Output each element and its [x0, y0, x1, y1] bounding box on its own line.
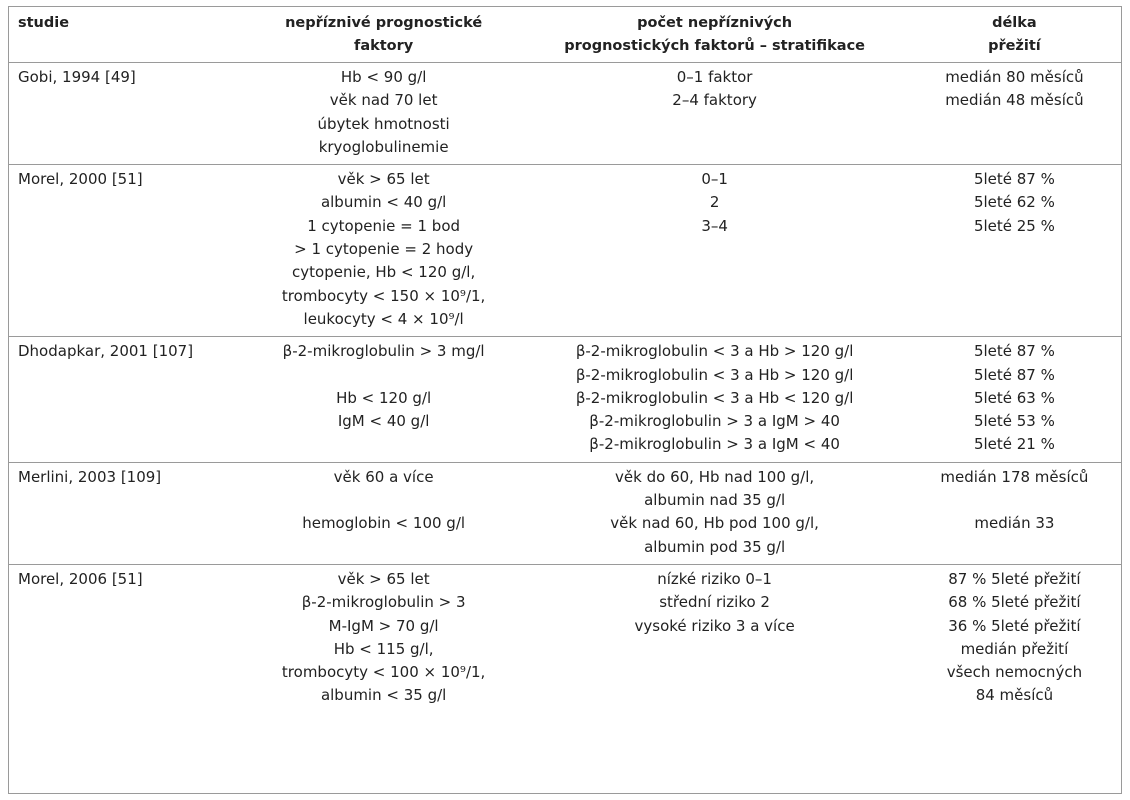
cell-stratification: 0–1 2 3–4: [521, 165, 907, 337]
cell-study: Dhodapkar, 2001 [107]: [9, 337, 246, 462]
cell-survival: medián 178 měsíců medián 33: [908, 462, 1121, 564]
prognostic-factors-table: [9, 7, 1121, 713]
header-stratification: počet nepříznivých prognostických faktorů – stratifikace: [564, 15, 866, 54]
cell-study: Morel, 2000 [51]: [9, 165, 246, 337]
cell-factors: věk 60 a více hemoglobin < 100 g/l: [246, 462, 522, 564]
cell-survival: 87 % 5leté přežití 68 % 5leté přežití 36 % 5leté přežití medián přežití všech nemocných 84 měsíců: [908, 564, 1121, 712]
cell-stratification: β-2-mikroglobulin < 3 a Hb > 120 g/l β-2-mikroglobulin < 3 a Hb > 120 g/l β-2-mikroglobulin < 3 a Hb < 120 g/l β-2-mikroglobulin > 3 a IgM > 40 β-2-mikroglobulin > 3 a IgM < 40: [521, 337, 907, 462]
cell-factors: věk > 65 let β-2-mikroglobulin > 3 M-IgM > 70 g/l Hb < 115 g/l, trombocyty < 100 × 10⁹/1, albumin < 35 g/l: [246, 564, 522, 712]
table-row: [9, 564, 1121, 712]
cell-study: Merlini, 2003 [109]: [9, 462, 246, 564]
table-row: [9, 462, 1121, 564]
cell-survival: 5leté 87 % 5leté 62 % 5leté 25 %: [908, 165, 1121, 337]
prognostic-factors-table-frame: [8, 6, 1122, 794]
table-row: [9, 337, 1121, 462]
cell-survival: 5leté 87 % 5leté 87 % 5leté 63 % 5leté 53 % 5leté 21 %: [908, 337, 1121, 462]
cell-factors: Hb < 90 g/l věk nad 70 let úbytek hmotnosti kryoglobulinemie: [246, 63, 522, 165]
table-header-row: [9, 7, 1121, 63]
table-row: [9, 165, 1121, 337]
cell-survival: medián 80 měsíců medián 48 měsíců: [908, 63, 1121, 165]
cell-factors: věk > 65 let albumin < 40 g/l 1 cytopenie = 1 bod > 1 cytopenie = 2 hody cytopenie, Hb < 120 g/l, trombocyty < 150 × 10⁹/1, leukocyty < 4 × 10⁹/l: [246, 165, 522, 337]
header-factors: nepříznivé prognostické faktory: [285, 15, 483, 54]
header-survival: délka přežití: [988, 15, 1041, 54]
table-row: [9, 63, 1121, 165]
cell-stratification: nízké riziko 0–1 střední riziko 2 vysoké riziko 3 a více: [521, 564, 907, 712]
cell-study: Gobi, 1994 [49]: [9, 63, 246, 165]
cell-stratification: věk do 60, Hb nad 100 g/l, albumin nad 35 g/l věk nad 60, Hb pod 100 g/l, albumin pod 35 g/l: [521, 462, 907, 564]
header-study: studie: [18, 15, 70, 31]
cell-factors: β-2-mikroglobulin > 3 mg/l Hb < 120 g/l IgM < 40 g/l: [246, 337, 522, 462]
cell-stratification: 0–1 faktor 2–4 faktory: [521, 63, 907, 165]
cell-study: Morel, 2006 [51]: [9, 564, 246, 712]
